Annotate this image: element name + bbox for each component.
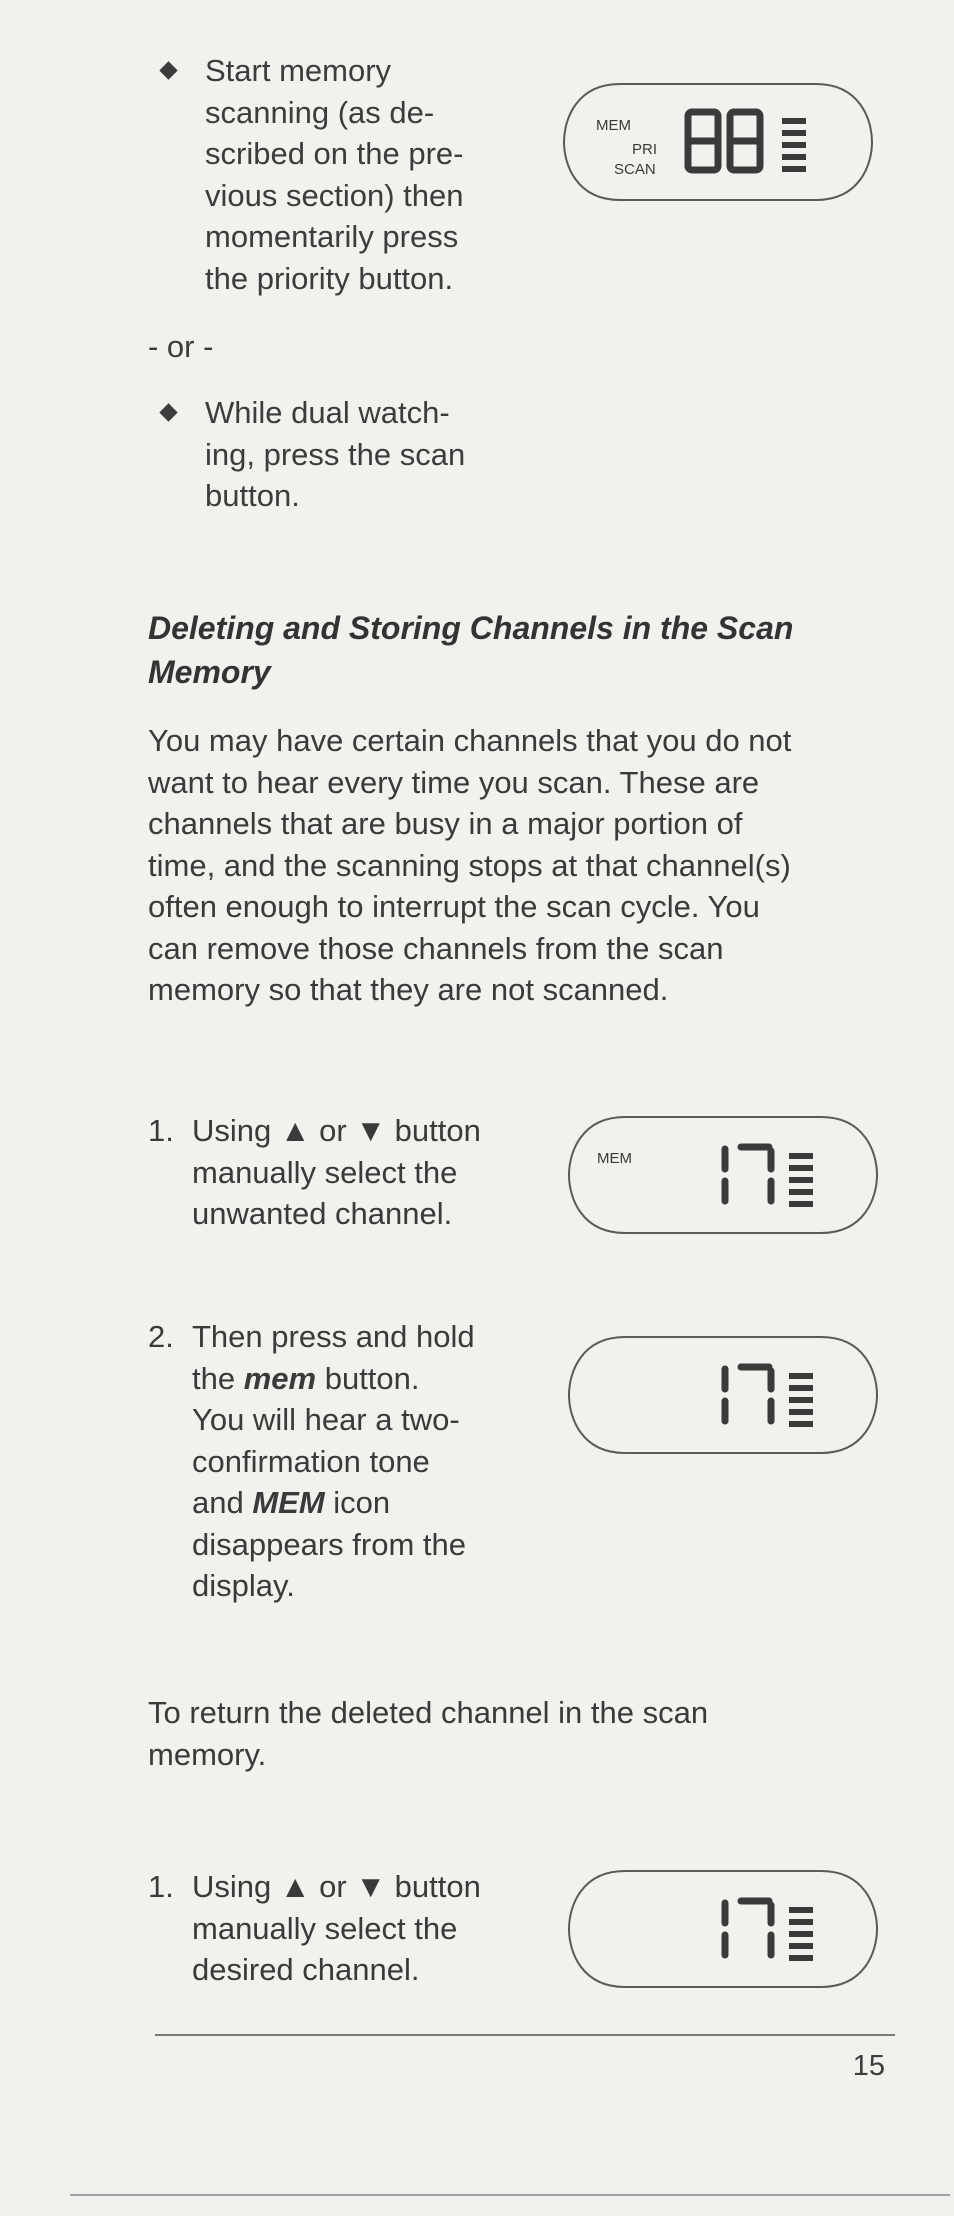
text-line: You may have certain channels that you do not xyxy=(148,723,792,758)
text-line: can remove those channels from the scan xyxy=(148,930,724,966)
text-span: button. xyxy=(316,1360,420,1396)
mem-icon-label: MEM xyxy=(252,1485,325,1520)
text-line: memory so that they are not scanned. xyxy=(148,972,669,1007)
text-line: the priority button. xyxy=(205,260,454,296)
text-span: icon xyxy=(324,1485,391,1520)
lcd-display-17-no-mem xyxy=(565,1333,881,1457)
text-line xyxy=(192,1358,532,1400)
text-line: memory. xyxy=(148,1736,267,1772)
lcd-digits-text: 17 xyxy=(565,1113,567,1114)
step-body xyxy=(192,1110,532,1235)
lcd-display-mem-17 xyxy=(565,1113,881,1237)
text-line: manually select the xyxy=(192,1154,458,1190)
lcd-display-17-desired xyxy=(565,1867,881,1991)
text-line: time, and the scanning stops at that channel(s) xyxy=(148,847,791,883)
signal-bars-icon xyxy=(789,1373,813,1427)
heading-line: Deleting and Storing Channels in the Scan xyxy=(148,610,794,646)
heading-line: Memory xyxy=(148,654,271,690)
text-line: You will hear a two- xyxy=(192,1402,460,1437)
lcd-pri-label: PRI xyxy=(632,141,658,158)
text-line: display. xyxy=(192,1568,295,1603)
lcd-scan-label: SCAN xyxy=(614,161,656,178)
text-line: To return the deleted channel in the scan xyxy=(148,1695,709,1730)
text-line: scanning (as de- xyxy=(205,94,435,130)
signal-bars-icon xyxy=(782,118,806,172)
step-body xyxy=(192,1316,532,1607)
text-line: disappears from the xyxy=(192,1526,466,1562)
bullet-item-1 xyxy=(205,50,545,299)
mem-button-label: mem xyxy=(243,1360,317,1396)
text-line: vious section) then xyxy=(205,177,464,213)
bottom-edge-line xyxy=(70,2194,950,2196)
bullet-diamond-icon xyxy=(159,61,177,79)
text-line: While dual watch- xyxy=(205,395,450,430)
text-span: and xyxy=(192,1485,253,1520)
step-number: 1. xyxy=(148,1113,174,1148)
lcd-digits-text: 17 xyxy=(565,1333,567,1334)
step-number: 1. xyxy=(148,1869,174,1904)
signal-bars-icon xyxy=(789,1907,813,1961)
or-separator: - or - xyxy=(148,329,214,364)
lcd-digits-17 xyxy=(725,1901,771,1955)
text-line: manually select the xyxy=(192,1910,458,1946)
text-line: desired channel. xyxy=(192,1952,420,1987)
section-heading xyxy=(148,606,888,694)
bullet-diamond-icon xyxy=(159,403,177,421)
text-line: confirmation tone xyxy=(192,1443,430,1479)
lcd-digits-text: 88 xyxy=(560,80,562,81)
return-paragraph xyxy=(148,1692,908,1775)
text-line: button. xyxy=(205,478,300,513)
text-line: channels that are busy in a major portion of xyxy=(148,806,743,841)
text-line xyxy=(192,1482,532,1524)
text-line: ing, press the scan xyxy=(205,436,466,472)
step-body xyxy=(192,1866,532,1991)
lcd-digits-17 xyxy=(725,1147,771,1201)
text-line: Then press and hold xyxy=(192,1319,475,1354)
lcd-digits-text: 17 xyxy=(565,1867,567,1868)
lcd-digits-88 xyxy=(688,112,760,170)
text-line: Using ▲ or ▼ button xyxy=(192,1113,481,1148)
bullet-item-2 xyxy=(205,392,545,517)
lcd-mem-label: MEM xyxy=(597,1150,632,1167)
lcd-mem-label: MEM xyxy=(596,117,631,134)
page-number: 15 xyxy=(852,2050,885,2082)
text-line: momentarily press xyxy=(205,219,459,254)
lcd-digits-17 xyxy=(725,1367,771,1421)
step-number: 2. xyxy=(148,1319,174,1354)
text-line: scribed on the pre- xyxy=(205,136,464,171)
text-line: Using ▲ or ▼ button xyxy=(192,1869,481,1904)
signal-bars-icon xyxy=(789,1153,813,1207)
section-paragraph xyxy=(148,720,908,1011)
text-line: want to hear every time you scan. These are xyxy=(148,764,760,800)
text-line: Start memory xyxy=(205,53,392,88)
lcd-display-mem-pri-scan xyxy=(560,80,876,204)
text-span: the xyxy=(192,1360,244,1396)
text-line: unwanted channel. xyxy=(192,1196,453,1231)
text-line: often enough to interrupt the scan cycle. You xyxy=(148,889,760,924)
footer-rule xyxy=(155,2034,895,2036)
